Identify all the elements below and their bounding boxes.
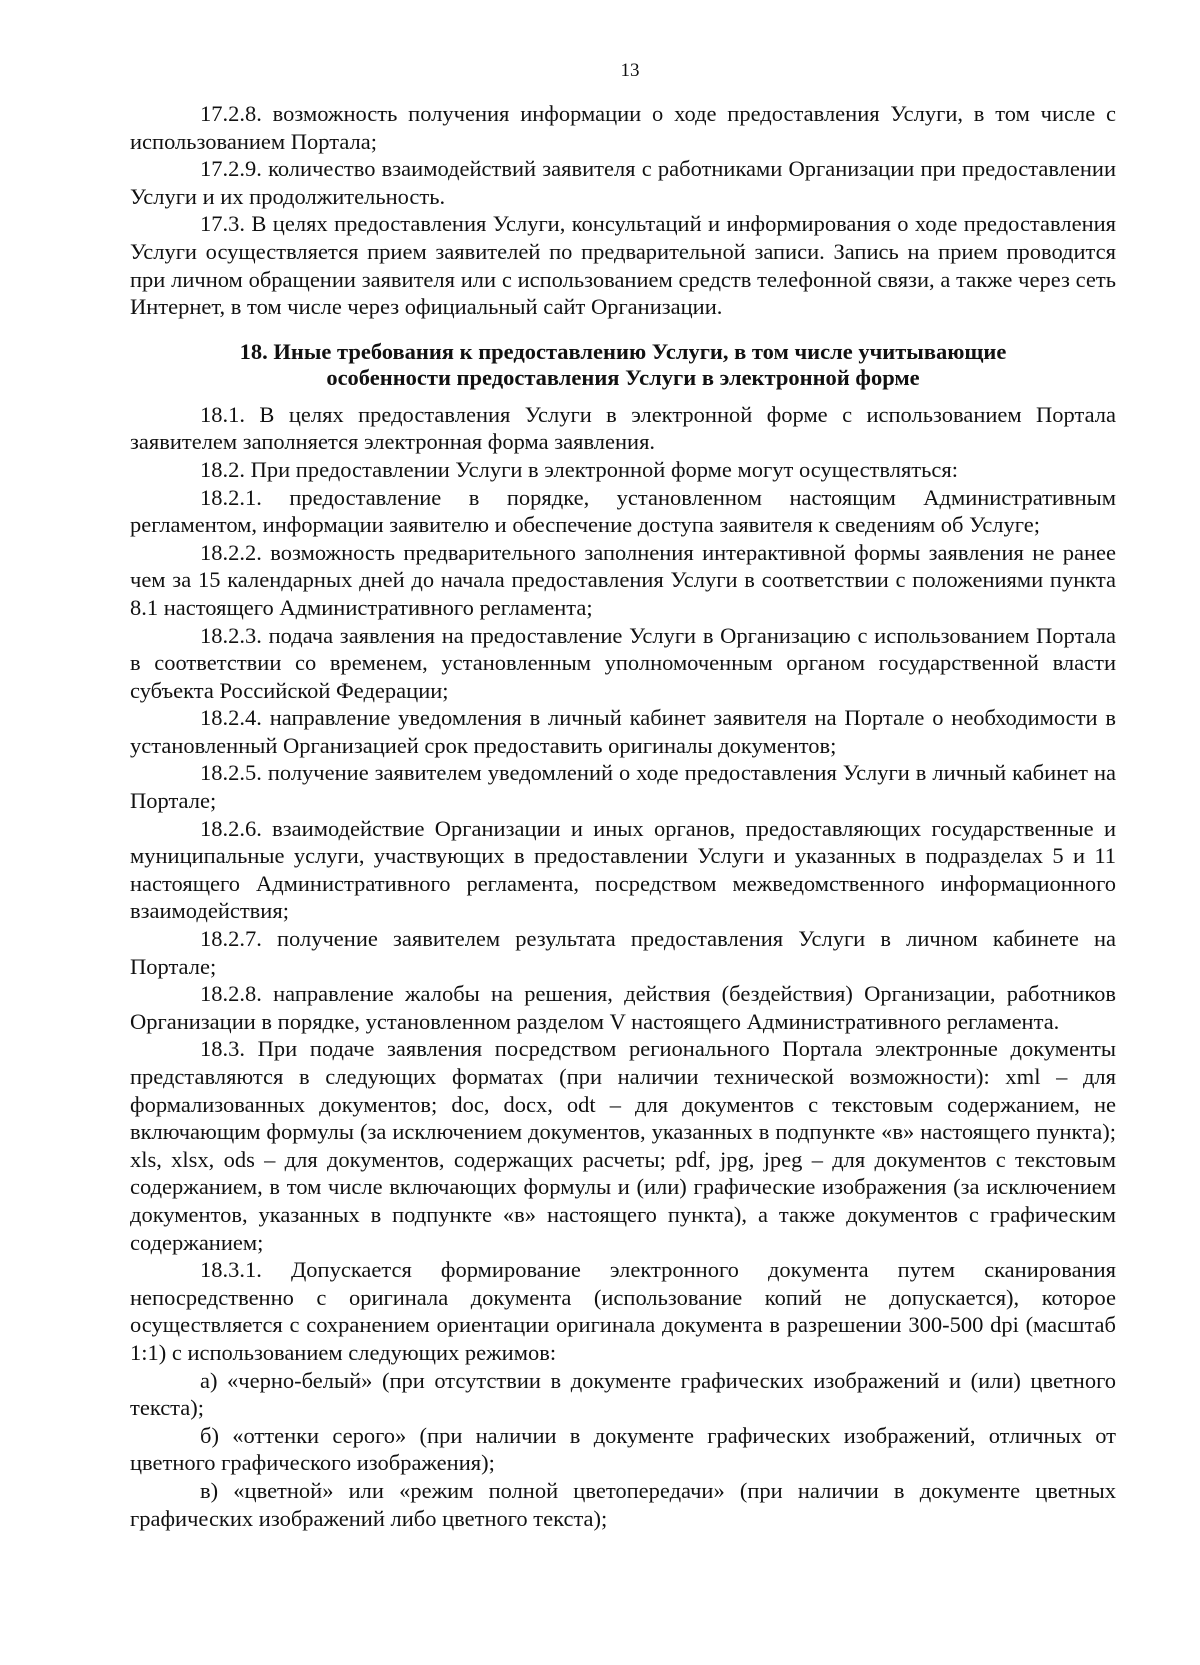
page-number: 13	[620, 60, 640, 81]
paragraph: 18.2.1. предоставление в порядке, установленном настоящим Административным регламентом, информации заявителю и обеспечение доступа заявителя к сведениям об Услуге;	[130, 484, 1116, 538]
paragraph: б) «оттенки серого» (при наличии в документе графических изображений, отличных от цветного графического изображения);	[130, 1422, 1116, 1476]
paragraph: 18.3. При подаче заявления посредством регионального Портала электронные документы представляются в следующих форматах (при наличии технической возможности): xml – для формализованных документов; doc, docx, odt – для документов с текстовым содержанием, не включающим формулы (за исключением документов, указанных в подпункте «в» настоящего пункта); xls, xlsx, ods – для документов, содержащих расчеты; pdf, jpg, jpeg – для документов с текстовым содержанием, в том числе включающих формулы и (или) графические изображения (за исключением документов, указанных в подпункте «в» настоящего пункта), а также документов с графическим содержанием;	[130, 1036, 1116, 1255]
paragraph: 18.2.8. направление жалобы на решения, действия (бездействия) Организации, работников Организации в порядке, установленном разделом V настоящего Административного регламента.	[130, 981, 1116, 1034]
paragraph: 18.2. При предоставлении Услуги в электронной форме могут осуществляться:	[200, 456, 958, 482]
paragraph: 18.3.1. Допускается формирование электронного документа путем сканирования непосредственно с оригинала документа (использование копий не допускается), которое осуществляется с сохранением ориентации оригинала документа в разрешении 300-500 dpi (масштаб 1:1) с использованием следующих режимов:	[130, 1257, 1116, 1365]
paragraph: 18.2.6. взаимодействие Организации и иных органов, предоставляющих государственные и муниципальные услуги, участвующих в предоставлении Услуги и указанных в подразделах 5 и 11 настоящего Административного регламента, посредством межведомственного информационного взаимодействия;	[130, 815, 1116, 924]
document-body	[130, 100, 1116, 1532]
paragraph: 18.1. В целях предоставления Услуги в электронной форме с использованием Портала заявителем заполняется электронная форма заявления.	[130, 401, 1116, 455]
paragraph: 18.2.5. получение заявителем уведомлений о ходе предоставления Услуги в личный кабинет на Портале;	[130, 760, 1116, 814]
paragraph: 17.2.9. количество взаимодействий заявителя с работниками Организации при предоставлении Услуги и их продолжительность.	[130, 156, 1116, 209]
paragraph: 17.2.8. возможность получения информации о ходе предоставления Услуги, в том числе с использованием Портала;	[130, 101, 1116, 154]
paragraph: 18.2.7. получение заявителем результата предоставления Услуги в личном кабинете на Портале;	[130, 926, 1116, 979]
section-heading-line: особенности предоставления Услуги в электронной форме	[326, 364, 920, 390]
paragraph: 18.2.2. возможность предварительного заполнения интерактивной формы заявления не ранее чем за 15 календарных дней до начала предоставления Услуги в соответствии с положениями пункта 8.1 настоящего Административного регламента;	[130, 539, 1116, 620]
section-heading	[130, 339, 1116, 391]
section-heading-line: 18. Иные требования к предоставлению Услуги, в том числе учитывающие	[239, 338, 1007, 364]
paragraph: 18.2.4. направление уведомления в личный кабинет заявителя на Портале о необходимости в установленный Организацией срок предоставить оригиналы документов;	[130, 705, 1116, 758]
paragraph: а) «черно-белый» (при отсутствии в документе графических изображений и (или) цветного текста);	[130, 1367, 1116, 1421]
paragraph: в) «цветной» или «режим полной цветопередачи» (при наличии в документе цветных графических изображений либо цветного текста);	[130, 1477, 1116, 1531]
paragraph: 18.2.3. подача заявления на предоставление Услуги в Организацию с использованием Портала в соответствии со временем, установленным уполномоченным органом государственной власти субъекта Российской Федерации;	[130, 622, 1116, 703]
paragraph: 17.3. В целях предоставления Услуги, консультаций и информирования о ходе предоставления Услуги осуществляется прием заявителей по предварительной записи. Запись на прием проводится при личном обращении заявителя или с использованием средств телефонной связи, а также через сеть Интернет, в том числе через официальный сайт Организации.	[130, 211, 1116, 320]
